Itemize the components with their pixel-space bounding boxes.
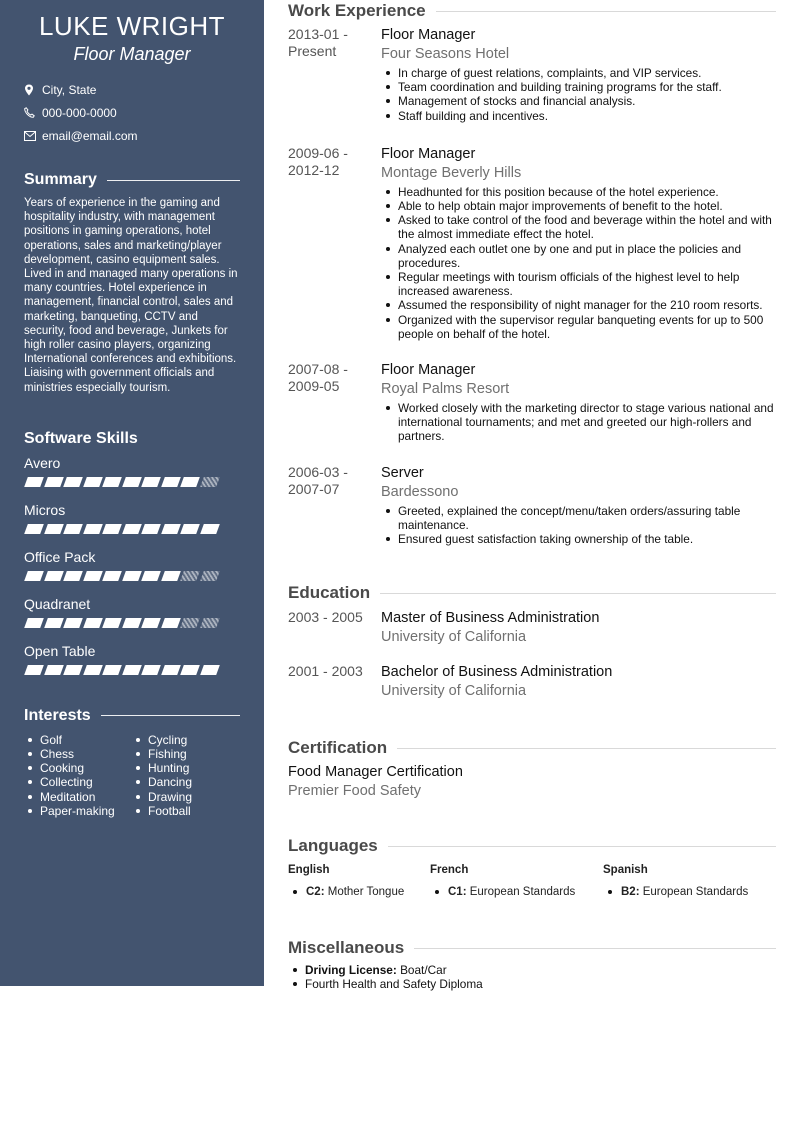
work-bullet: Greeted, explained the concept/menu/taken orders/assuring table maintenance. (381, 504, 776, 532)
work-title: Floor Manager (381, 145, 476, 162)
skill-segment-filled (161, 571, 181, 581)
work-bullet: Headhunted for this position because of the hotel experience. (381, 185, 776, 199)
skill-segment-filled (122, 524, 142, 534)
work-date-start: 2009-06 - (288, 144, 348, 161)
divider (380, 593, 776, 594)
education-heading (288, 582, 776, 604)
skills-list (24, 454, 240, 677)
skill-segment-filled (63, 618, 83, 628)
skill-segment-filled (102, 665, 122, 675)
interest-item: Meditation (24, 790, 132, 804)
interests-heading (24, 705, 240, 727)
work-entry (288, 361, 776, 444)
language-level-code: C1: (448, 886, 467, 899)
interest-item: Golf (24, 733, 132, 747)
work-bullet: Management of stocks and financial analysis. (381, 94, 776, 108)
work-employer: Four Seasons Hotel (381, 46, 510, 62)
skill-segment-filled (122, 665, 142, 675)
work-employer: Royal Palms Resort (381, 381, 510, 398)
misc-item: Fourth Health and Safety Diploma (288, 977, 776, 991)
skill-segment-filled (44, 665, 64, 675)
skill-item (24, 595, 240, 630)
language-level-code: B2: (621, 886, 640, 899)
contact-phone (24, 101, 240, 124)
skill-segment-filled (24, 571, 44, 581)
work-date (288, 464, 381, 547)
work-employer: Bardessono (381, 483, 459, 500)
skill-segment-filled (83, 571, 103, 581)
work-bullets (381, 401, 776, 444)
skill-segment-filled (161, 477, 181, 487)
education-body (381, 609, 776, 647)
work-bullets (381, 504, 776, 547)
work-bullets (381, 185, 776, 341)
languages-heading (288, 835, 776, 857)
misc-list (288, 963, 776, 991)
interest-item: Fishing (132, 747, 240, 761)
language-level-code: C2: (306, 886, 325, 899)
interests-list (24, 733, 240, 818)
skill-name: Micros (24, 501, 66, 518)
skill-name: Avero (24, 454, 61, 471)
skill-segment-empty (200, 571, 220, 581)
divider (101, 715, 240, 716)
work-bullet: Worked closely with the marketing director to stage various national and international tournaments; and met and greeted our high-rollers and partners. (381, 401, 776, 444)
skill-segment-filled (83, 477, 103, 487)
skill-segment-filled (122, 477, 142, 487)
work-bullet: In charge of guest relations, complaints, and VIP services. (381, 66, 776, 80)
misc-heading-text: Miscellaneous (288, 938, 405, 958)
work-bullet: Analyzed each outlet one by one and put in place the policies and procedures. (381, 242, 776, 270)
interests-column-1 (24, 733, 132, 818)
misc-item (288, 963, 776, 977)
skill-segment-filled (44, 618, 64, 628)
skill-segment-filled (24, 477, 44, 487)
divider (107, 180, 240, 181)
education-degree: Bachelor of Business Administration (381, 664, 613, 681)
work-bullet: Organized with the supervisor regular banqueting events for up to 500 people on behalf of the hotel. (381, 313, 776, 341)
skill-segment-filled (63, 477, 83, 487)
work-body (381, 145, 776, 341)
skill-item (24, 548, 240, 583)
skill-segment-filled (102, 477, 122, 487)
language-item (430, 863, 603, 899)
summary-heading-text: Summary (24, 171, 97, 188)
certification-heading (288, 737, 776, 759)
work-date-end: 2007-07 (288, 480, 340, 497)
skill-segment-filled (24, 618, 44, 628)
certification-issuer: Premier Food Safety (288, 783, 421, 800)
skill-segment-empty (180, 618, 200, 628)
phone-icon (24, 107, 42, 118)
work-bullet: Asked to take control of the food and beverage within the hotel and with the almost immediate effect the hotel. (381, 213, 776, 241)
skill-rating-bar (24, 524, 240, 536)
work-date-end: Present (288, 43, 337, 59)
interest-item: Cycling (132, 733, 240, 747)
language-name: English (288, 864, 330, 877)
language-item (288, 863, 430, 899)
main-content (288, 0, 776, 992)
work-date (288, 26, 381, 123)
skill-segment-filled (161, 524, 181, 534)
skill-segment-empty (180, 571, 200, 581)
education-entry (288, 609, 776, 647)
candidate-role: Floor Manager (73, 44, 191, 64)
interest-item: Cooking (24, 761, 132, 775)
language-name: French (430, 864, 469, 877)
interests-heading-text: Interests (24, 706, 91, 724)
language-level (288, 885, 430, 899)
skill-segment-filled (83, 618, 103, 628)
skill-segment-filled (141, 524, 161, 534)
skill-segment-filled (24, 524, 44, 534)
sidebar (0, 0, 264, 986)
misc-license-value: Boat/Car (400, 963, 447, 978)
language-item (603, 863, 776, 899)
work-bullet: Able to help obtain major improvements of benefit to the hotel. (381, 199, 776, 213)
summary-text: Years of experience in the gaming and hospitality industry, with management positions in gaming operations, hotel operations, sales and marketing/player development, casino equipment sales. Lived in and managed many operations in many countries. Hotel experience in management, financial control, sales and marketing, banqueting, CCTV and security, food and beverage, Junkets for high roller casino players, organizing International conferences and exhibitions. Liaising with government officials and ministries especially tourism. (24, 197, 238, 394)
language-level-desc: Mother Tongue (327, 886, 405, 899)
education-degree: Master of Business Administration (381, 610, 600, 627)
work-title: Floor Manager (381, 27, 476, 43)
work-entry (288, 26, 776, 123)
skill-segment-filled (24, 665, 44, 675)
skill-name: Open Table (24, 642, 96, 659)
work-bullet: Team coordination and building training programs for the staff. (381, 80, 776, 94)
skill-rating-bar (24, 477, 240, 489)
skill-item (24, 454, 240, 489)
interest-item: Drawing (132, 790, 240, 804)
contact-list (24, 78, 240, 147)
work-employer: Montage Beverly Hills (381, 164, 522, 181)
contact-location (24, 78, 240, 101)
work-title: Floor Manager (381, 362, 476, 379)
skills-heading (24, 428, 240, 450)
work-date-end: 2012-12 (288, 161, 340, 178)
work-date-end: 2009-05 (288, 378, 340, 395)
skill-segment-filled (102, 571, 122, 581)
education-body (381, 663, 776, 701)
misc-heading (288, 937, 776, 959)
work-date-start: 2013-01 - (288, 26, 348, 42)
language-level-desc: European Standards (642, 886, 749, 899)
skill-segment-filled (161, 618, 181, 628)
contact-email[interactable] (24, 124, 240, 147)
work-body (381, 26, 776, 123)
work-date (288, 145, 381, 341)
language-level (603, 885, 776, 899)
skill-segment-filled (180, 665, 200, 675)
contact-email-text[interactable]: email@email.com (42, 128, 138, 143)
skill-segment-filled (141, 618, 161, 628)
work-date (288, 361, 381, 444)
work-bullets (381, 66, 776, 123)
skill-segment-empty (200, 477, 220, 487)
language-level-desc: European Standards (469, 886, 576, 899)
skill-segment-filled (161, 665, 181, 675)
skill-segment-filled (83, 665, 103, 675)
skill-rating-bar (24, 665, 240, 677)
skill-segment-filled (83, 524, 103, 534)
divider (388, 846, 776, 847)
skill-segment-filled (141, 571, 161, 581)
skill-segment-filled (63, 665, 83, 675)
interests-column-2 (132, 733, 240, 818)
interest-item: Hunting (132, 761, 240, 775)
skill-segment-filled (44, 477, 64, 487)
skill-segment-filled (63, 524, 83, 534)
location-pin-icon (24, 84, 42, 96)
work-bullet: Regular meetings with tourism officials of the highest level to help increased awareness. (381, 270, 776, 298)
skill-segment-filled (200, 665, 220, 675)
work-entry (288, 464, 776, 547)
skills-heading-text: Software Skills (24, 429, 138, 447)
skill-segment-filled (122, 618, 142, 628)
work-title: Server (381, 464, 424, 481)
skill-segment-filled (63, 571, 83, 581)
education-date: 2001 - 2003 (288, 663, 363, 680)
languages-list (288, 863, 776, 899)
candidate-name: LUKE WRIGHT (38, 11, 226, 41)
skill-segment-filled (180, 524, 200, 534)
skill-name: Office Pack (24, 548, 96, 565)
interest-item: Dancing (132, 775, 240, 789)
certification-entry (288, 763, 776, 801)
language-level (430, 885, 603, 899)
skill-segment-filled (102, 524, 122, 534)
skill-segment-filled (44, 571, 64, 581)
skill-rating-bar (24, 618, 240, 630)
skill-item (24, 642, 240, 677)
interest-item: Collecting (24, 775, 132, 789)
skill-segment-filled (122, 571, 142, 581)
languages-heading-text: Languages (288, 836, 378, 856)
language-name: Spanish (603, 864, 648, 877)
work-entry (288, 145, 776, 341)
certification-title: Food Manager Certification (288, 764, 463, 781)
education-school: University of California (381, 629, 527, 646)
work-body (381, 361, 776, 444)
work-body (381, 464, 776, 547)
contact-phone-text: 000-000-0000 (42, 105, 117, 120)
work-bullet: Assumed the responsibility of night manager for the 210 room resorts. (381, 298, 776, 312)
envelope-icon (24, 131, 42, 141)
interest-item: Chess (24, 747, 132, 761)
skill-segment-filled (141, 477, 161, 487)
summary-heading (24, 169, 240, 191)
skill-segment-filled (141, 665, 161, 675)
education-heading-text: Education (288, 583, 371, 603)
misc-license-label: Driving License: (305, 963, 397, 978)
education-date: 2003 - 2005 (288, 609, 363, 626)
work-bullet: Ensured guest satisfaction taking ownership of the table. (381, 532, 776, 546)
skill-name: Quadranet (24, 595, 91, 612)
skill-segment-filled (44, 524, 64, 534)
divider (397, 748, 776, 749)
divider (414, 948, 776, 949)
work-date-start: 2006-03 - (288, 463, 348, 480)
interest-item: Football (132, 804, 240, 818)
certification-heading-text: Certification (288, 738, 388, 758)
education-entry (288, 663, 776, 701)
divider (436, 11, 776, 12)
work-date-start: 2007-08 - (288, 361, 348, 378)
education-school: University of California (381, 683, 527, 700)
work-heading-text: Work Experience (288, 1, 426, 20)
skill-segment-filled (180, 477, 200, 487)
contact-location-text: City, State (42, 82, 97, 97)
skill-segment-filled (102, 618, 122, 628)
skill-rating-bar (24, 571, 240, 583)
skill-item (24, 501, 240, 536)
skill-segment-empty (200, 618, 220, 628)
work-heading (288, 0, 776, 22)
interest-item: Paper-making (24, 804, 132, 818)
work-bullet: Staff building and incentives. (381, 109, 776, 123)
skill-segment-filled (200, 524, 220, 534)
